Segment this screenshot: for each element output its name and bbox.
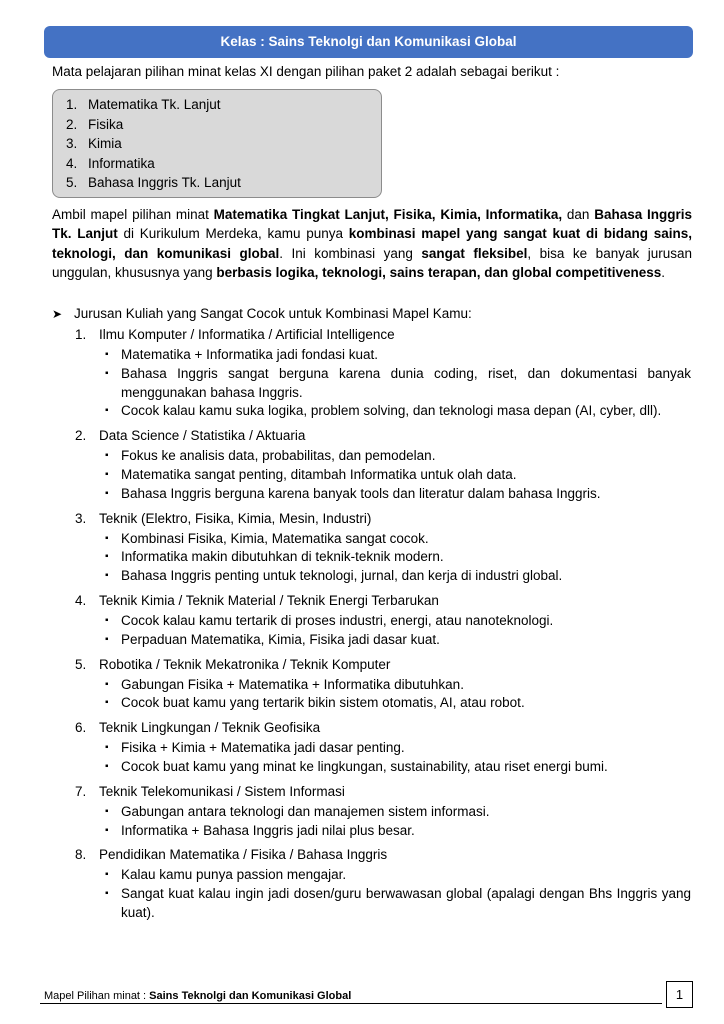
major-point	[75, 803, 691, 822]
paragraph-text: Ambil mapel pilihan minat	[52, 207, 214, 222]
subject-label: Matematika Tk. Lanjut	[88, 97, 221, 112]
major-point	[75, 402, 691, 421]
paragraph-text: .	[661, 264, 666, 280]
paragraph-text: . Ini kombinasi yang	[279, 245, 422, 261]
major-point-text: Bahasa Inggris sangat berguna karena dunia coding, riset, dan dokumentasi banyak menggunakan bahasa Inggris.	[121, 365, 691, 400]
major-point-text: Fokus ke analisis data, probabilitas, dan pemodelan.	[121, 448, 436, 464]
major-title-text: Robotika / Teknik Mekatronika / Teknik Komputer	[99, 656, 391, 672]
subject-label: Bahasa Inggris Tk. Lanjut	[88, 175, 241, 190]
section-heading	[52, 305, 472, 323]
subject-list-box	[52, 89, 382, 198]
major-point	[75, 567, 691, 586]
subject-item	[66, 95, 241, 115]
major-point	[75, 346, 691, 365]
footer-divider	[40, 1003, 662, 1004]
major-point-text: Perpaduan Matematika, Kimia, Fisika jadi dasar kuat.	[121, 631, 440, 647]
subject-item	[66, 115, 241, 135]
major-title-text: Teknik Kimia / Teknik Material / Teknik Energi Terbarukan	[99, 592, 439, 608]
major-point	[75, 676, 691, 695]
major-title	[75, 426, 691, 445]
major-title	[75, 591, 691, 610]
major-point-text: Bahasa Inggris penting untuk teknologi, jurnal, dan kerja di industri global.	[121, 568, 563, 584]
major-number: 6.	[75, 720, 87, 736]
subject-item	[66, 154, 241, 174]
footer-bold: Sains Teknolgi dan Komunikasi Global	[149, 990, 352, 1002]
subject-number: 1.	[66, 97, 78, 112]
major-item	[75, 718, 691, 777]
major-item	[75, 426, 691, 503]
major-point	[75, 548, 691, 567]
intro-text: Mata pelajaran pilihan minat kelas XI dengan pilihan paket 2 adalah sebagai berikut :	[52, 64, 560, 79]
major-title-text: Teknik Lingkungan / Teknik Geofisika	[99, 720, 321, 736]
square-bullet-icon: ▪	[105, 888, 109, 900]
major-item	[75, 591, 691, 650]
square-bullet-icon: ▪	[105, 633, 109, 645]
major-title-text: Teknik (Elektro, Fisika, Kimia, Mesin, Industri)	[99, 510, 372, 526]
square-bullet-icon: ▪	[105, 742, 109, 754]
major-number: 1.	[75, 327, 87, 342]
major-point	[75, 739, 691, 758]
page-number: 1	[666, 981, 693, 1008]
square-bullet-icon: ▪	[105, 570, 109, 582]
major-item	[75, 782, 691, 841]
major-point-text: Matematika sangat penting, ditambah Informatika untuk olah data.	[121, 466, 517, 482]
subject-list	[66, 95, 241, 193]
page-title: Kelas : Sains Teknolgi dan Komunikasi Global	[220, 34, 517, 49]
major-point	[75, 822, 691, 841]
subject-number: 2.	[66, 116, 78, 132]
major-point	[75, 485, 691, 504]
major-point-text: Informatika + Bahasa Inggris jadi nilai plus besar.	[121, 822, 415, 838]
major-number: 8.	[75, 847, 87, 863]
paragraph-bold: Matematika Tingkat Lanjut, Fisika, Kimia, Informatika,	[213, 207, 563, 222]
subject-label: Kimia	[88, 136, 122, 151]
major-point-text: Informatika makin dibutuhkan di teknik-teknik modern.	[121, 549, 444, 565]
major-points	[75, 612, 691, 650]
major-item	[75, 655, 691, 714]
square-bullet-icon: ▪	[105, 367, 109, 379]
major-point-text: Matematika + Informatika jadi fondasi kuat.	[121, 347, 379, 362]
square-bullet-icon: ▪	[105, 551, 109, 563]
paragraph-text: di Kurikulum Merdeka, kamu punya	[117, 226, 349, 242]
major-title-text: Teknik Telekomunikasi / Sistem Informasi	[99, 783, 345, 799]
paragraph-text: dan	[562, 207, 595, 222]
major-point-text: Kombinasi Fisika, Kimia, Matematika sangat cocok.	[121, 530, 429, 546]
subject-number: 4.	[66, 155, 78, 171]
major-point	[75, 758, 691, 777]
square-bullet-icon: ▪	[105, 678, 109, 690]
square-bullet-icon: ▪	[105, 532, 109, 544]
major-point-text: Cocok buat kamu yang minat ke lingkungan, sustainability, atau riset energi bumi.	[121, 758, 608, 774]
major-point-text: Bahasa Inggris berguna karena banyak tools dan literatur dalam bahasa Inggris.	[121, 485, 601, 501]
paragraph-bold: Bahasa Inggris Tk. Lanjut	[52, 207, 693, 242]
major-point	[75, 365, 691, 403]
subject-label: Fisika	[88, 116, 124, 132]
major-points	[75, 803, 691, 841]
major-title-text: Ilmu Komputer / Informatika / Artificial Intelligence	[99, 327, 395, 342]
footer-label	[44, 990, 351, 1003]
subject-number: 3.	[66, 136, 78, 151]
footer-prefix: Mapel Pilihan minat :	[44, 990, 150, 1002]
major-points	[75, 530, 691, 586]
major-title	[75, 845, 691, 864]
square-bullet-icon: ▪	[105, 487, 109, 499]
square-bullet-icon: ▪	[105, 805, 109, 817]
square-bullet-icon: ▪	[105, 824, 109, 836]
major-number: 2.	[75, 428, 87, 444]
major-point	[75, 885, 691, 923]
major-points	[75, 346, 691, 421]
major-point	[75, 631, 691, 650]
major-title	[75, 718, 691, 737]
major-item	[75, 325, 691, 421]
arrow-bullet-icon: ➤	[52, 307, 63, 321]
major-point-text: Cocok kalau kamu suka logika, problem solving, dan teknologi masa depan (AI, cyber, dll).	[121, 403, 662, 419]
major-point-text: Kalau kamu punya passion mengajar.	[121, 867, 347, 883]
description-paragraph	[52, 205, 692, 282]
major-number: 7.	[75, 783, 87, 799]
page-title-banner	[44, 26, 693, 58]
square-bullet-icon: ▪	[105, 349, 109, 360]
major-title	[75, 325, 691, 344]
square-bullet-icon: ▪	[105, 760, 109, 772]
major-title	[75, 782, 691, 801]
major-point	[75, 466, 691, 485]
section-heading-text: Jurusan Kuliah yang Sangat Cocok untuk Kombinasi Mapel Kamu:	[74, 306, 472, 321]
major-point	[75, 530, 691, 549]
major-title-text: Data Science / Statistika / Aktuaria	[99, 428, 306, 444]
major-number: 5.	[75, 656, 87, 672]
subject-item	[66, 134, 241, 154]
major-points	[75, 447, 691, 503]
paragraph-text: , bisa ke banyak jurusan unggulan, khususnya yang	[52, 245, 692, 280]
major-point-text: Cocok buat kamu yang tertarik bikin sistem otomatis, AI, atau robot.	[121, 695, 525, 711]
major-number: 4.	[75, 592, 87, 608]
square-bullet-icon: ▪	[105, 614, 109, 626]
major-title	[75, 655, 691, 674]
major-title	[75, 509, 691, 528]
major-point	[75, 694, 691, 713]
square-bullet-icon: ▪	[105, 405, 109, 417]
major-point-text: Gabungan antara teknologi dan manajemen sistem informasi.	[121, 803, 490, 819]
major-point	[75, 612, 691, 631]
major-point	[75, 447, 691, 466]
major-item	[75, 509, 691, 586]
paragraph-bold: berbasis logika, teknologi, sains terapan, dan global competitiveness	[216, 264, 662, 280]
major-point-text: Fisika + Kimia + Matematika jadi dasar penting.	[121, 740, 405, 756]
major-points	[75, 739, 691, 777]
major-point-text: Gabungan Fisika + Matematika + Informatika dibutuhkan.	[121, 676, 464, 692]
square-bullet-icon: ▪	[105, 450, 109, 462]
square-bullet-icon: ▪	[105, 468, 109, 480]
majors-list	[75, 325, 691, 928]
square-bullet-icon: ▪	[105, 697, 109, 709]
paragraph-bold: sangat fleksibel	[421, 245, 528, 261]
major-point-text: Cocok kalau kamu tertarik di proses industri, energi, atau nanoteknologi.	[121, 612, 554, 628]
major-points	[75, 676, 691, 714]
major-point	[75, 866, 691, 885]
subject-item	[66, 173, 241, 193]
paragraph-bold: kombinasi mapel yang sangat kuat di bidang sains, teknologi, dan komunikasi global	[52, 226, 692, 261]
square-bullet-icon: ▪	[105, 869, 109, 881]
subject-number: 5.	[66, 175, 78, 190]
subject-label: Informatika	[88, 155, 155, 171]
major-points	[75, 866, 691, 922]
major-item	[75, 845, 691, 922]
major-number: 3.	[75, 510, 87, 526]
major-point-text: Sangat kuat kalau ingin jadi dosen/guru berwawasan global (apalagi dengan Bhs Inggris yang kuat).	[121, 886, 691, 920]
major-title-text: Pendidikan Matematika / Fisika / Bahasa Inggris	[99, 847, 388, 863]
